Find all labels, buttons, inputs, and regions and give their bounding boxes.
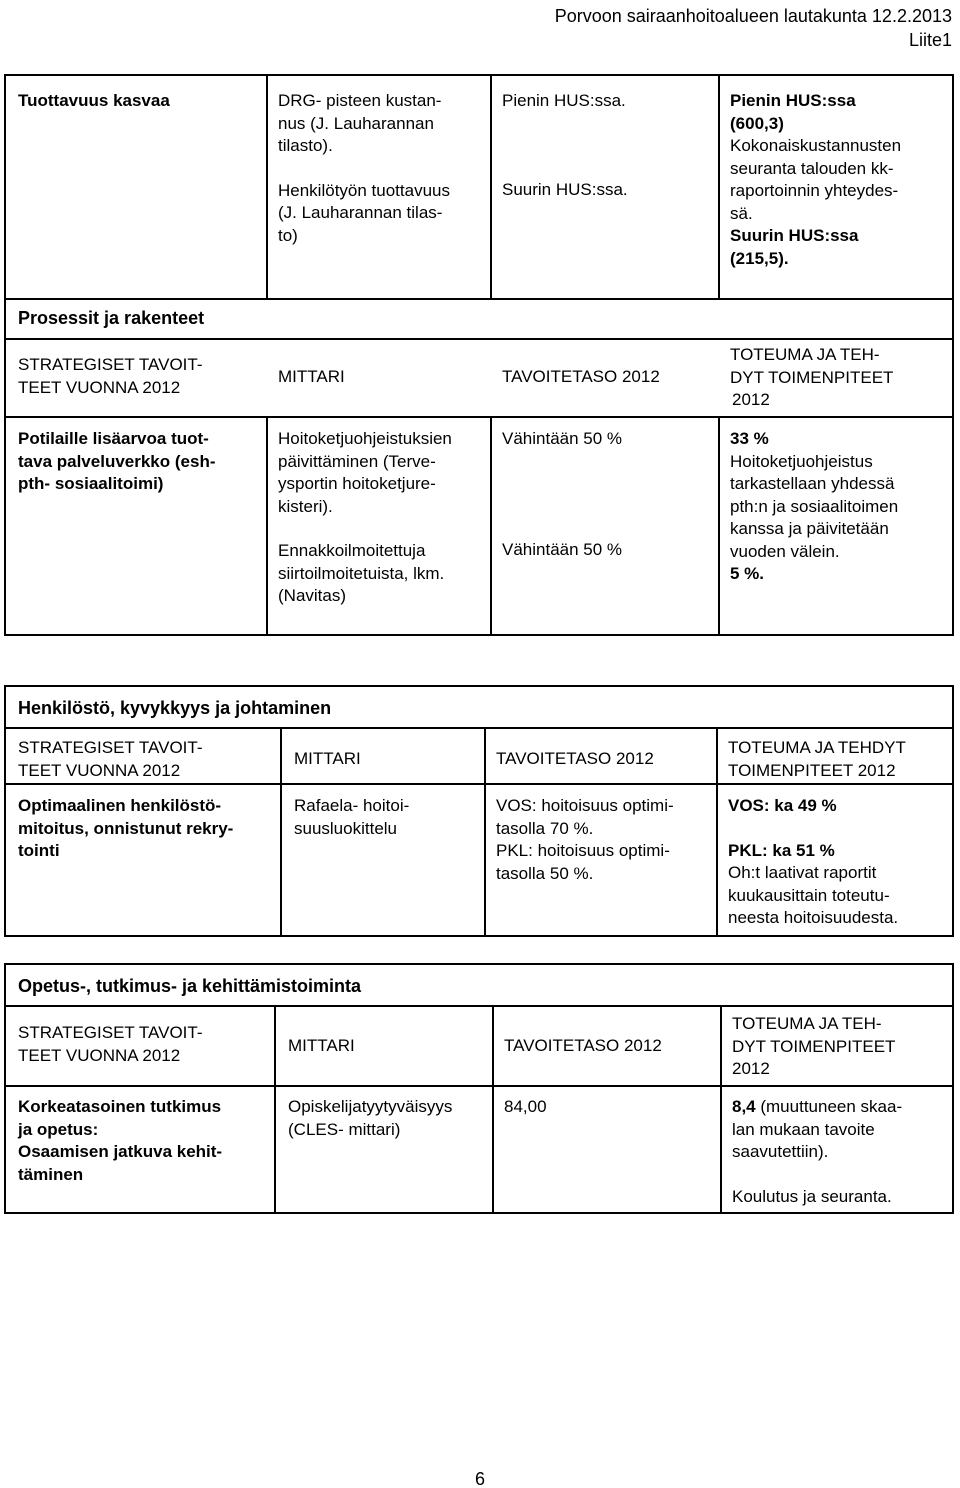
metric-care-guidelines: Hoitoketjuohjeistuksien päivittäminen (Terve- ysportin hoitoketjure- kisteri). Ennakkoilmoitettuja siirtoilmoitetuista, lkm. (Navitas) [278, 429, 452, 605]
table-processes [4, 74, 954, 636]
header-attachment: Liite1 [908, 30, 952, 50]
header-result: TOTEUMA JA TEH- DYT TOIMENPITEET 2012 [730, 345, 894, 409]
header-goals: STRATEGISET TAVOIT- TEET VUONNA 2012 [18, 738, 203, 780]
header-goals: STRATEGISET TAVOIT- TEET VUONNA 2012 [18, 1023, 203, 1065]
goal-research-teaching: Korkeatasoinen tutkimus ja opetus: Osaamisen jatkuva kehit- täminen [18, 1097, 223, 1184]
section-title-personnel: Henkilöstö, kyvykkyys ja johtaminen [18, 698, 332, 718]
header-target: TAVOITETASO 2012 [496, 749, 654, 768]
metric-cles: Opiskelijatyytyväisyys (CLES- mittari) [288, 1097, 453, 1139]
header-metric: MITTARI [288, 1036, 355, 1055]
header-metric: MITTARI [278, 367, 345, 386]
table-research [4, 963, 954, 1214]
table-personnel [4, 685, 954, 937]
result-care-intensity: VOS: ka 49 % PKL: ka 51 % Oh:t laativat raportit kuukausittain toteutu- neesta hoitoisuudesta. [728, 796, 899, 927]
metric-rafaela: Rafaela- hoitoi- suusluokittelu [294, 796, 410, 838]
target-cles: 84,00 [504, 1097, 547, 1116]
target-care-intensity: VOS: hoitoisuus optimi- tasolla 70 %. PKL: hoitoisuus optimi- tasolla 50 %. [496, 796, 674, 883]
page-number: 6 [474, 1469, 485, 1488]
target-productivity: Pienin HUS:ssa. Suurin HUS:ssa. [502, 91, 628, 199]
header-goals: STRATEGISET TAVOIT- TEET VUONNA 2012 [18, 355, 203, 397]
metric-productivity: DRG- pisteen kustan- nus (J. Lauharannan tilasto). Henkilötyön tuottavuus (J. Lauharannan tilas- to) [278, 91, 450, 245]
goal-productivity: Tuottavuus kasvaa [18, 91, 170, 110]
header-committee: Porvoon sairaanhoitoalueen lautakunta 12.2.2013 [554, 6, 952, 26]
header-result: TOTEUMA JA TEH- DYT TOIMENPITEET 2012 [732, 1014, 896, 1078]
goal-staffing: Optimaalinen henkilöstö- mitoitus, onnistunut rekry- tointi [18, 796, 234, 860]
header-target: TAVOITETASO 2012 [502, 367, 660, 386]
header-metric: MITTARI [294, 749, 361, 768]
result-care-guidelines: 33 % Hoitoketjuohjeistus tarkastellaan yhdessä pth:n ja sosiaalitoimen kanssa ja päivitetään vuoden välein. 5 %. [730, 429, 899, 583]
goal-service-network: Potilaille lisäarvoa tuot- tava palveluverkko (esh- pth- sosiaalitoimi) [18, 429, 216, 493]
target-care-guidelines: Vähintään 50 % Vähintään 50 % [502, 429, 623, 559]
header-result: TOTEUMA JA TEHDYT TOIMENPITEET 2012 [728, 738, 906, 780]
section-title-research: Opetus-, tutkimus- ja kehittämistoiminta [18, 976, 362, 996]
result-cles: 8,4 (muuttuneen skaa- lan mukaan tavoite saavutettiin). Koulutus ja seuranta. [732, 1097, 903, 1206]
result-productivity: Pienin HUS:ssa (600,3) Kokonaiskustannusten seuranta talouden kk- raportoinnin yhteydes- sä. Suurin HUS:ssa (215,5). [730, 91, 902, 268]
header-target: TAVOITETASO 2012 [504, 1036, 662, 1055]
section-title-processes: Prosessit ja rakenteet [18, 308, 205, 328]
